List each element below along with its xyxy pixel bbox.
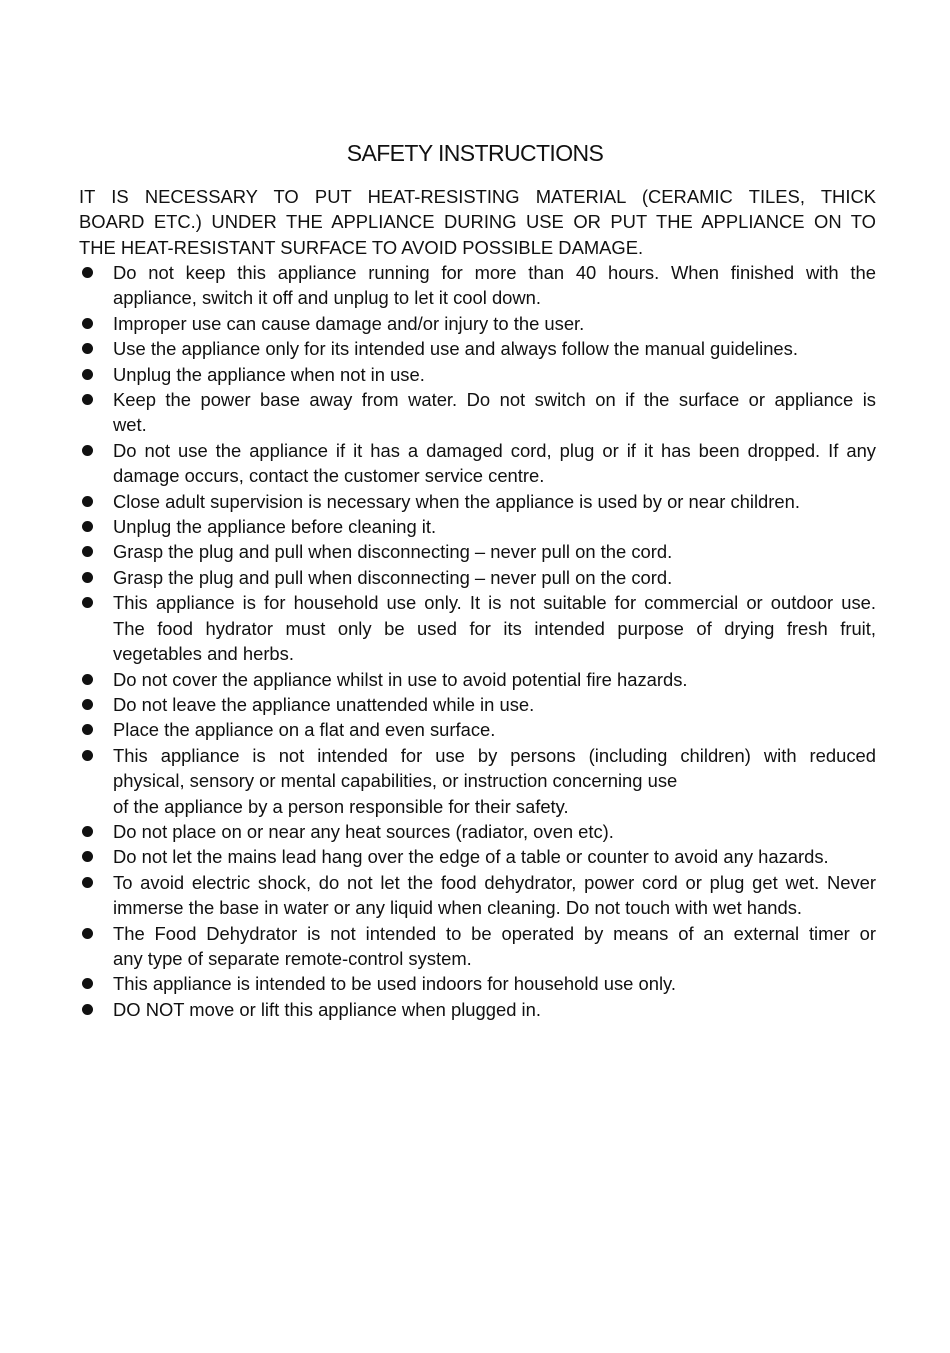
safety-instructions-list: [79, 260, 876, 1022]
list-item-text: Do not keep this appliance running for more than 40 hours. When finished with the: [113, 262, 876, 283]
list-item-text: any type of separate remote-control system.: [113, 947, 472, 969]
bullet-icon: [82, 851, 93, 862]
bullet-icon: [82, 750, 93, 761]
list-item-text: immerse the base in water or any liquid when cleaning. Do not touch with wet hands.: [113, 897, 803, 919]
list-item: [79, 692, 876, 717]
list-item-text: Unplug the appliance when not in use.: [113, 363, 425, 385]
list-item-text: wet.: [113, 414, 147, 436]
list-item: [79, 260, 876, 311]
list-item: [79, 743, 876, 819]
list-item: [79, 565, 876, 590]
list-item: [79, 819, 876, 844]
list-item-text: This appliance is intended to be used indoors for household use only.: [113, 973, 676, 995]
list-item-text: Do not leave the appliance unattended while in use.: [113, 693, 535, 715]
intro-line: BOARD ETC.) UNDER THE APPLIANCE DURING USE OR PUT THE APPLIANCE ON TO: [79, 211, 876, 233]
list-item: [79, 311, 876, 336]
list-item: [79, 667, 876, 692]
list-item: [79, 514, 876, 539]
list-item-text: vegetables and herbs.: [113, 643, 294, 665]
list-item-text: Do not let the mains lead hang over the edge of a table or counter to avoid any hazards.: [113, 846, 829, 868]
intro-line: THE HEAT-RESISTANT SURFACE TO AVOID POSSIBLE DAMAGE.: [79, 236, 644, 258]
list-item-text: This appliance is not intended for use by persons (including children) with reduced: [113, 744, 876, 766]
bullet-icon: [82, 572, 93, 583]
intro-paragraph: [79, 184, 876, 260]
page-title: SAFETY INSTRUCTIONS: [346, 140, 604, 166]
list-item: [79, 844, 876, 869]
bullet-icon: [82, 699, 93, 710]
list-item-text: Do not place on or near any heat sources (radiator, oven etc).: [113, 820, 614, 842]
bullet-icon: [82, 521, 93, 532]
list-item-text: Place the appliance on a flat and even surface.: [113, 719, 496, 741]
list-item-text: The food hydrator must only be used for its intended purpose of drying fresh fruit,: [113, 617, 876, 639]
list-item-text: of the appliance by a person responsible for their safety.: [113, 795, 569, 817]
list-item: [79, 539, 876, 564]
list-item-text: Close adult supervision is necessary when the appliance is used by or near children.: [113, 490, 800, 512]
list-item-text: appliance, switch it off and unplug to let it cool down.: [113, 287, 542, 309]
intro-line: IT IS NECESSARY TO PUT HEAT-RESISTING MATERIAL (CERAMIC TILES, THICK: [79, 186, 876, 207]
list-item: [79, 997, 876, 1022]
bullet-icon: [82, 318, 93, 329]
bullet-icon: [82, 826, 93, 837]
list-item-text: Improper use can cause damage and/or injury to the user.: [113, 312, 585, 334]
bullet-icon: [82, 267, 93, 278]
bullet-icon: [82, 877, 93, 888]
bullet-icon: [82, 546, 93, 557]
list-item-text: Do not use the appliance if it has a damaged cord, plug or if it has been dropped. If any: [113, 439, 876, 461]
list-item: [79, 971, 876, 996]
list-item-text: This appliance is for household use only. It is not suitable for commercial or outdoor use.: [113, 592, 876, 614]
list-item: [79, 438, 876, 489]
bullet-icon: [82, 724, 93, 735]
list-item: [79, 921, 876, 972]
list-item: [79, 362, 876, 387]
list-item-text: physical, sensory or mental capabilities, or instruction concerning use: [113, 770, 678, 792]
bullet-icon: [82, 978, 93, 989]
list-item: [79, 489, 876, 514]
bullet-icon: [82, 928, 93, 939]
list-item-text: Grasp the plug and pull when disconnecting – never pull on the cord.: [113, 566, 673, 588]
list-item-text: damage occurs, contact the customer service centre.: [113, 465, 545, 487]
list-item-text: To avoid electric shock, do not let the food dehydrator, power cord or plug get wet. Never: [113, 871, 876, 893]
list-item-text: The Food Dehydrator is not intended to be operated by means of an external timer or: [113, 922, 876, 944]
list-item: [79, 387, 876, 438]
list-item-text: Keep the power base away from water. Do not switch on if the surface or appliance is: [113, 389, 876, 411]
list-item-text: Unplug the appliance before cleaning it.: [113, 516, 437, 538]
list-item-text: Do not cover the appliance whilst in use to avoid potential fire hazards.: [113, 668, 688, 690]
bullet-icon: [82, 1004, 93, 1015]
bullet-icon: [82, 343, 93, 354]
bullet-icon: [82, 445, 93, 456]
list-item: [79, 336, 876, 361]
list-item-text: DO NOT move or lift this appliance when plugged in.: [113, 998, 541, 1020]
bullet-icon: [82, 369, 93, 380]
bullet-icon: [82, 597, 93, 608]
list-item: [79, 590, 876, 666]
list-item: [79, 870, 876, 921]
list-item-text: Use the appliance only for its intended use and always follow the manual guidelines.: [113, 338, 798, 360]
bullet-icon: [82, 394, 93, 405]
bullet-icon: [82, 674, 93, 685]
bullet-icon: [82, 496, 93, 507]
list-item: [79, 717, 876, 742]
list-item-text: Grasp the plug and pull when disconnecting – never pull on the cord.: [113, 541, 673, 563]
